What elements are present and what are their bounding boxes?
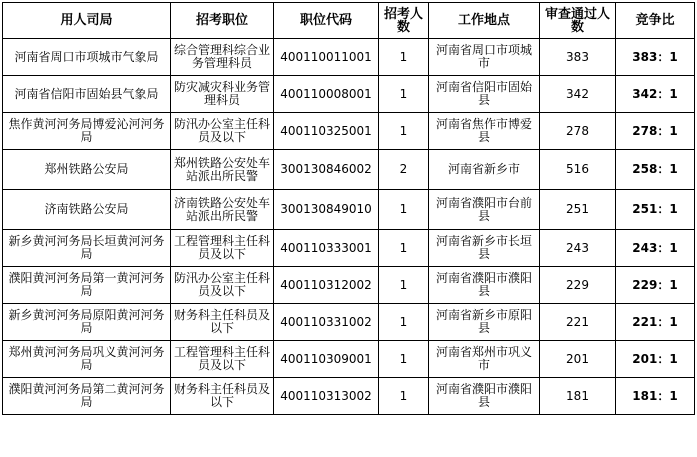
cell-post: 综合管理科综合业务管理科员 xyxy=(171,39,274,76)
header-post: 招考职位 xyxy=(171,3,274,39)
cell-pass: 278 xyxy=(540,113,616,150)
table-row xyxy=(3,304,695,341)
cell-loc: 河南省焦作市博爱县 xyxy=(429,113,540,150)
cell-ratio: 258：1 xyxy=(616,150,695,190)
cell-ratio: 383：1 xyxy=(616,39,695,76)
header-loc: 工作地点 xyxy=(429,3,540,39)
cell-post: 济南铁路公安处车站派出所民警 xyxy=(171,190,274,230)
cell-code: 400110331002 xyxy=(274,304,379,341)
cell-unit: 焦作黄河河务局博爱沁河河务局 xyxy=(3,113,171,150)
cell-num: 1 xyxy=(379,378,429,415)
cell-code: 400110312002 xyxy=(274,267,379,304)
cell-unit: 新乡黄河河务局长垣黄河河务局 xyxy=(3,230,171,267)
cell-pass: 243 xyxy=(540,230,616,267)
header-code: 职位代码 xyxy=(274,3,379,39)
header-ratio: 竞争比 xyxy=(616,3,695,39)
cell-unit: 郑州黄河河务局巩义黄河河务局 xyxy=(3,341,171,378)
cell-num: 1 xyxy=(379,190,429,230)
cell-code: 400110333001 xyxy=(274,230,379,267)
cell-loc: 河南省新乡市 xyxy=(429,150,540,190)
cell-unit: 济南铁路公安局 xyxy=(3,190,171,230)
cell-code: 400110008001 xyxy=(274,76,379,113)
cell-post: 防汛办公室主任科员及以下 xyxy=(171,267,274,304)
cell-pass: 221 xyxy=(540,304,616,341)
cell-loc: 河南省新乡市长垣县 xyxy=(429,230,540,267)
table-row xyxy=(3,150,695,190)
competition-ratio-table xyxy=(2,2,695,415)
cell-loc: 河南省周口市项城市 xyxy=(429,39,540,76)
table-row xyxy=(3,39,695,76)
cell-loc: 河南省郑州市巩义市 xyxy=(429,341,540,378)
cell-num: 1 xyxy=(379,267,429,304)
cell-num: 1 xyxy=(379,341,429,378)
cell-num: 2 xyxy=(379,150,429,190)
cell-pass: 383 xyxy=(540,39,616,76)
header-pass: 审查通过人数 xyxy=(540,3,616,39)
cell-ratio: 278：1 xyxy=(616,113,695,150)
cell-unit: 河南省信阳市固始县气象局 xyxy=(3,76,171,113)
cell-post: 财务科主任科员及以下 xyxy=(171,378,274,415)
cell-pass: 516 xyxy=(540,150,616,190)
cell-pass: 181 xyxy=(540,378,616,415)
table-row xyxy=(3,113,695,150)
cell-post: 防汛办公室主任科员及以下 xyxy=(171,113,274,150)
cell-num: 1 xyxy=(379,230,429,267)
cell-num: 1 xyxy=(379,39,429,76)
cell-ratio: 342：1 xyxy=(616,76,695,113)
cell-ratio: 181：1 xyxy=(616,378,695,415)
cell-num: 1 xyxy=(379,113,429,150)
cell-post: 财务科主任科员及以下 xyxy=(171,304,274,341)
cell-pass: 229 xyxy=(540,267,616,304)
cell-ratio: 201：1 xyxy=(616,341,695,378)
cell-post: 工程管理科主任科员及以下 xyxy=(171,230,274,267)
header-unit: 用人司局 xyxy=(3,3,171,39)
cell-post: 工程管理科主任科员及以下 xyxy=(171,341,274,378)
cell-post: 郑州铁路公安处车站派出所民警 xyxy=(171,150,274,190)
cell-pass: 342 xyxy=(540,76,616,113)
table-row xyxy=(3,190,695,230)
cell-ratio: 251：1 xyxy=(616,190,695,230)
cell-loc: 河南省濮阳市濮阳县 xyxy=(429,267,540,304)
cell-code: 400110325001 xyxy=(274,113,379,150)
cell-code: 400110011001 xyxy=(274,39,379,76)
header-num: 招考人数 xyxy=(379,3,429,39)
cell-pass: 201 xyxy=(540,341,616,378)
cell-code: 300130846002 xyxy=(274,150,379,190)
cell-ratio: 243：1 xyxy=(616,230,695,267)
cell-loc: 河南省濮阳市濮阳县 xyxy=(429,378,540,415)
table-row xyxy=(3,230,695,267)
cell-loc: 河南省新乡市原阳县 xyxy=(429,304,540,341)
cell-loc: 河南省信阳市固始县 xyxy=(429,76,540,113)
cell-num: 1 xyxy=(379,304,429,341)
cell-unit: 河南省周口市项城市气象局 xyxy=(3,39,171,76)
cell-ratio: 229：1 xyxy=(616,267,695,304)
table-row xyxy=(3,341,695,378)
cell-code: 300130849010 xyxy=(274,190,379,230)
table-header-row xyxy=(3,3,695,39)
cell-pass: 251 xyxy=(540,190,616,230)
cell-unit: 濮阳黄河河务局第二黄河河务局 xyxy=(3,378,171,415)
cell-ratio: 221：1 xyxy=(616,304,695,341)
cell-post: 防灾减灾科业务管理科员 xyxy=(171,76,274,113)
cell-num: 1 xyxy=(379,76,429,113)
table-row xyxy=(3,76,695,113)
table-row xyxy=(3,267,695,304)
cell-loc: 河南省濮阳市台前县 xyxy=(429,190,540,230)
table-row xyxy=(3,378,695,415)
cell-unit: 新乡黄河河务局原阳黄河河务局 xyxy=(3,304,171,341)
cell-code: 400110313002 xyxy=(274,378,379,415)
cell-unit: 郑州铁路公安局 xyxy=(3,150,171,190)
cell-code: 400110309001 xyxy=(274,341,379,378)
cell-unit: 濮阳黄河河务局第一黄河河务局 xyxy=(3,267,171,304)
